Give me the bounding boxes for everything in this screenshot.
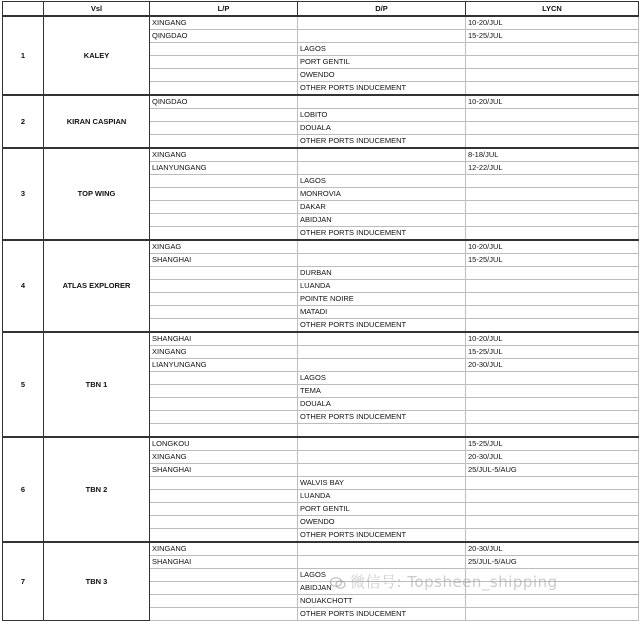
table-row: [3, 95, 639, 109]
loading-port-cell: [150, 319, 298, 333]
loading-port-cell: [150, 595, 298, 608]
laycan-cell: [466, 306, 639, 319]
discharge-port-cell: [298, 16, 466, 30]
discharge-port-cell: LAGOS: [298, 372, 466, 385]
loading-port-cell: XINGANG: [150, 451, 298, 464]
discharge-port-cell: DOUALA: [298, 398, 466, 411]
laycan-cell: 25/JUL-5/AUG: [466, 556, 639, 569]
loading-port-cell: SHANGHAI: [150, 332, 298, 346]
laycan-cell: [466, 529, 639, 543]
laycan-cell: [466, 227, 639, 241]
laycan-cell: 15-25/JUL: [466, 30, 639, 43]
vessel-name: KIRAN CASPIAN: [44, 95, 150, 148]
laycan-cell: [466, 135, 639, 149]
vessel-number: 7: [3, 542, 44, 621]
laycan-cell: [466, 411, 639, 424]
loading-port-cell: LIANYUNGANG: [150, 162, 298, 175]
laycan-cell: [466, 372, 639, 385]
laycan-cell: [466, 477, 639, 490]
loading-port-cell: [150, 109, 298, 122]
laycan-cell: [466, 109, 639, 122]
laycan-cell: [466, 319, 639, 333]
watermark: [330, 571, 558, 592]
discharge-port-cell: [298, 254, 466, 267]
discharge-port-cell: [298, 148, 466, 162]
discharge-port-cell: PORT GENTIL: [298, 56, 466, 69]
loading-port-cell: [150, 201, 298, 214]
laycan-cell: [466, 43, 639, 56]
laycan-cell: [466, 175, 639, 188]
loading-port-cell: XINGANG: [150, 542, 298, 556]
loading-port-cell: [150, 516, 298, 529]
header-lp: L/P: [150, 2, 298, 17]
header-vsl: Vsl: [44, 2, 150, 17]
discharge-port-cell: LAGOS: [298, 175, 466, 188]
laycan-cell: [466, 385, 639, 398]
loading-port-cell: [150, 82, 298, 96]
vessel-name: TBN 3: [44, 542, 150, 621]
discharge-port-cell: DOUALA: [298, 122, 466, 135]
loading-port-cell: LONGKOU: [150, 437, 298, 451]
loading-port-cell: [150, 175, 298, 188]
discharge-port-cell: OWENDO: [298, 516, 466, 529]
discharge-port-cell: [298, 95, 466, 109]
loading-port-cell: [150, 227, 298, 241]
discharge-port-cell: OTHER PORTS INDUCEMENT: [298, 82, 466, 96]
loading-port-cell: [150, 490, 298, 503]
vessel-number: 5: [3, 332, 44, 437]
loading-port-cell: [150, 135, 298, 149]
table-row: [3, 148, 639, 162]
laycan-cell: 25/JUL-5/AUG: [466, 464, 639, 477]
laycan-cell: 10-20/JUL: [466, 240, 639, 254]
loading-port-cell: XINGAG: [150, 240, 298, 254]
laycan-cell: [466, 69, 639, 82]
discharge-port-cell: OTHER PORTS INDUCEMENT: [298, 319, 466, 333]
laycan-cell: [466, 56, 639, 69]
table-row: [3, 332, 639, 346]
laycan-cell: [466, 82, 639, 96]
laycan-cell: [466, 280, 639, 293]
discharge-port-cell: [298, 437, 466, 451]
laycan-cell: [466, 608, 639, 621]
vessel-name: TOP WING: [44, 148, 150, 240]
discharge-port-cell: OTHER PORTS INDUCEMENT: [298, 608, 466, 621]
discharge-port-cell: ABIDJAN: [298, 582, 466, 595]
discharge-port-cell: [298, 162, 466, 175]
laycan-cell: [466, 516, 639, 529]
vessel-name: KALEY: [44, 16, 150, 95]
laycan-cell: 15-25/JUL: [466, 346, 639, 359]
vessel-number: 1: [3, 16, 44, 95]
laycan-cell: 10-20/JUL: [466, 16, 639, 30]
discharge-port-cell: LUANDA: [298, 490, 466, 503]
loading-port-cell: QINGDAO: [150, 30, 298, 43]
loading-port-cell: [150, 372, 298, 385]
discharge-port-cell: [298, 451, 466, 464]
discharge-port-cell: OTHER PORTS INDUCEMENT: [298, 411, 466, 424]
laycan-cell: [466, 424, 639, 438]
laycan-cell: 20-30/JUL: [466, 542, 639, 556]
loading-port-cell: [150, 529, 298, 543]
discharge-port-cell: POINTE NOIRE: [298, 293, 466, 306]
wechat-icon: [330, 577, 346, 589]
discharge-port-cell: PORT GENTIL: [298, 503, 466, 516]
loading-port-cell: [150, 280, 298, 293]
header-no: [3, 2, 44, 17]
watermark-text: 微信号: Topsheen_shipping: [350, 573, 558, 591]
vessel-name: TBN 2: [44, 437, 150, 542]
discharge-port-cell: [298, 30, 466, 43]
table-row: [3, 16, 639, 30]
discharge-port-cell: WALVIS BAY: [298, 477, 466, 490]
discharge-port-cell: LOBITO: [298, 109, 466, 122]
discharge-port-cell: [298, 424, 466, 438]
loading-port-cell: QINGDAO: [150, 95, 298, 109]
loading-port-cell: [150, 122, 298, 135]
discharge-port-cell: NOUAKCHOTT: [298, 595, 466, 608]
schedule-sheet: [2, 1, 638, 621]
discharge-port-cell: ABIDJAN: [298, 214, 466, 227]
laycan-cell: 8-18/JUL: [466, 148, 639, 162]
discharge-port-cell: [298, 240, 466, 254]
loading-port-cell: LIANYUNGANG: [150, 359, 298, 372]
discharge-port-cell: [298, 464, 466, 477]
vessel-number: 2: [3, 95, 44, 148]
loading-port-cell: [150, 306, 298, 319]
discharge-port-cell: OTHER PORTS INDUCEMENT: [298, 227, 466, 241]
vessel-number: 6: [3, 437, 44, 542]
loading-port-cell: [150, 214, 298, 227]
discharge-port-cell: LAGOS: [298, 43, 466, 56]
vessel-schedule-table: [2, 1, 639, 621]
laycan-cell: [466, 490, 639, 503]
laycan-cell: 15-25/JUL: [466, 437, 639, 451]
loading-port-cell: [150, 267, 298, 280]
discharge-port-cell: [298, 346, 466, 359]
table-row: [3, 542, 639, 556]
laycan-cell: [466, 214, 639, 227]
discharge-port-cell: OWENDO: [298, 69, 466, 82]
laycan-cell: [466, 398, 639, 411]
loading-port-cell: SHANGHAI: [150, 464, 298, 477]
laycan-cell: [466, 188, 639, 201]
discharge-port-cell: OTHER PORTS INDUCEMENT: [298, 529, 466, 543]
loading-port-cell: [150, 69, 298, 82]
discharge-port-cell: OTHER PORTS INDUCEMENT: [298, 135, 466, 149]
loading-port-cell: [150, 608, 298, 621]
discharge-port-cell: [298, 556, 466, 569]
discharge-port-cell: [298, 359, 466, 372]
laycan-cell: 10-20/JUL: [466, 95, 639, 109]
vessel-number: 3: [3, 148, 44, 240]
loading-port-cell: XINGANG: [150, 148, 298, 162]
laycan-cell: [466, 122, 639, 135]
discharge-port-cell: DAKAR: [298, 201, 466, 214]
loading-port-cell: [150, 477, 298, 490]
discharge-port-cell: LAGOS: [298, 569, 466, 582]
laycan-cell: [466, 201, 639, 214]
loading-port-cell: XINGANG: [150, 346, 298, 359]
loading-port-cell: [150, 582, 298, 595]
loading-port-cell: [150, 188, 298, 201]
loading-port-cell: SHANGHAI: [150, 556, 298, 569]
header-lycn: LYCN: [466, 2, 639, 17]
loading-port-cell: [150, 424, 298, 438]
discharge-port-cell: LUANDA: [298, 280, 466, 293]
laycan-cell: [466, 503, 639, 516]
laycan-cell: 15-25/JUL: [466, 254, 639, 267]
laycan-cell: [466, 293, 639, 306]
laycan-cell: 20-30/JUL: [466, 359, 639, 372]
laycan-cell: 10-20/JUL: [466, 332, 639, 346]
table-row: [3, 437, 639, 451]
loading-port-cell: SHANGHAI: [150, 254, 298, 267]
loading-port-cell: [150, 293, 298, 306]
vessel-name: ATLAS EXPLORER: [44, 240, 150, 332]
discharge-port-cell: MATADI: [298, 306, 466, 319]
loading-port-cell: [150, 569, 298, 582]
laycan-cell: 20-30/JUL: [466, 451, 639, 464]
laycan-cell: [466, 595, 639, 608]
loading-port-cell: [150, 503, 298, 516]
loading-port-cell: [150, 411, 298, 424]
vessel-number: 4: [3, 240, 44, 332]
discharge-port-cell: TEMA: [298, 385, 466, 398]
laycan-cell: 12-22/JUL: [466, 162, 639, 175]
discharge-port-cell: MONROVIA: [298, 188, 466, 201]
schedule-body: [3, 16, 639, 621]
loading-port-cell: [150, 385, 298, 398]
laycan-cell: [466, 267, 639, 280]
vessel-name: TBN 1: [44, 332, 150, 437]
loading-port-cell: [150, 398, 298, 411]
loading-port-cell: XINGANG: [150, 16, 298, 30]
loading-port-cell: [150, 56, 298, 69]
header-dp: D/P: [298, 2, 466, 17]
discharge-port-cell: [298, 332, 466, 346]
discharge-port-cell: [298, 542, 466, 556]
header-row: [3, 2, 639, 17]
discharge-port-cell: DURBAN: [298, 267, 466, 280]
loading-port-cell: [150, 43, 298, 56]
table-row: [3, 240, 639, 254]
